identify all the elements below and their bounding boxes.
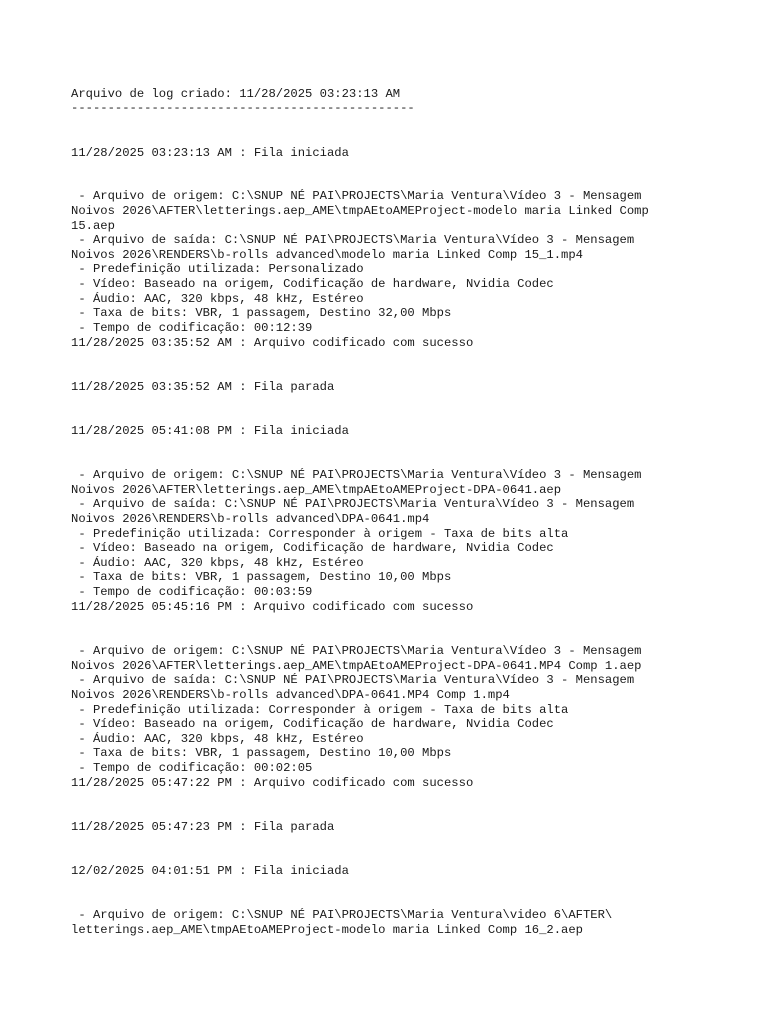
log-line: - Áudio: AAC, 320 kbps, 48 kHz, Estéreo	[71, 292, 364, 306]
log-line: - Arquivo de saída: C:\SNUP NÉ PAI\PROJECTS\Maria Ventura\Vídeo 3 - Mensagem	[71, 233, 635, 247]
log-line: - Vídeo: Baseado na origem, Codificação de hardware, Nvidia Codec	[71, 277, 554, 291]
log-line: Noivos 2026\AFTER\letterings.aep_AME\tmpAEtoAMEProject-modelo maria Linked Comp	[71, 204, 649, 218]
log-line: 11/28/2025 05:47:23 PM : Fila parada	[71, 820, 335, 834]
log-line: - Taxa de bits: VBR, 1 passagem, Destino 10,00 Mbps	[71, 746, 452, 760]
log-line: - Vídeo: Baseado na origem, Codificação de hardware, Nvidia Codec	[71, 541, 554, 555]
log-line: 15.aep	[71, 219, 115, 233]
log-line: Noivos 2026\RENDERS\b-rolls advanced\DPA-0641.mp4	[71, 512, 430, 526]
log-header: Arquivo de log criado: 11/28/2025 03:23:13 AM	[71, 87, 401, 101]
log-line: - Predefinição utilizada: Corresponder à origem - Taxa de bits alta	[71, 703, 569, 717]
log-line: - Taxa de bits: VBR, 1 passagem, Destino 10,00 Mbps	[71, 570, 452, 584]
log-line: - Tempo de codificação: 00:12:39	[71, 321, 313, 335]
log-line: - Predefinição utilizada: Personalizado	[71, 262, 364, 276]
log-line: - Arquivo de origem: C:\SNUP NÉ PAI\PROJECTS\Maria Ventura\video 6\AFTER\	[71, 908, 613, 922]
log-line: - Taxa de bits: VBR, 1 passagem, Destino 32,00 Mbps	[71, 306, 452, 320]
log-line: - Tempo de codificação: 00:03:59	[71, 585, 313, 599]
log-line: - Arquivo de saída: C:\SNUP NÉ PAI\PROJECTS\Maria Ventura\Vídeo 3 - Mensagem	[71, 497, 635, 511]
log-line: Noivos 2026\RENDERS\b-rolls advanced\modelo maria Linked Comp 15_1.mp4	[71, 248, 583, 262]
log-line: 12/02/2025 04:01:51 PM : Fila iniciada	[71, 864, 349, 878]
log-line: Noivos 2026\AFTER\letterings.aep_AME\tmpAEtoAMEProject-DPA-0641.MP4 Comp 1.aep	[71, 659, 642, 673]
log-line: - Arquivo de origem: C:\SNUP NÉ PAI\PROJECTS\Maria Ventura\Vídeo 3 - Mensagem	[71, 644, 642, 658]
log-line: 11/28/2025 03:35:52 AM : Arquivo codificado com sucesso	[71, 336, 474, 350]
log-line: - Arquivo de origem: C:\SNUP NÉ PAI\PROJECTS\Maria Ventura\Vídeo 3 - Mensagem	[71, 189, 642, 203]
log-line: - Arquivo de origem: C:\SNUP NÉ PAI\PROJECTS\Maria Ventura\Vídeo 3 - Mensagem	[71, 468, 642, 482]
log-line: - Áudio: AAC, 320 kbps, 48 kHz, Estéreo	[71, 556, 364, 570]
log-line: - Arquivo de saída: C:\SNUP NÉ PAI\PROJECTS\Maria Ventura\Vídeo 3 - Mensagem	[71, 673, 635, 687]
log-line: - Vídeo: Baseado na origem, Codificação de hardware, Nvidia Codec	[71, 717, 554, 731]
log-line: - Tempo de codificação: 00:02:05	[71, 761, 313, 775]
log-line: letterings.aep_AME\tmpAEtoAMEProject-modelo maria Linked Comp 16_2.aep	[71, 923, 583, 937]
log-line: Noivos 2026\AFTER\letterings.aep_AME\tmpAEtoAMEProject-DPA-0641.aep	[71, 483, 562, 497]
log-line: - Predefinição utilizada: Corresponder à origem - Taxa de bits alta	[71, 527, 569, 541]
log-line: 11/28/2025 03:23:13 AM : Fila iniciada	[71, 146, 349, 160]
log-line: 11/28/2025 03:35:52 AM : Fila parada	[71, 380, 335, 394]
log-separator: -----------------------------------------------	[71, 101, 415, 115]
log-line: 11/28/2025 05:41:08 PM : Fila iniciada	[71, 424, 349, 438]
log-line: - Áudio: AAC, 320 kbps, 48 kHz, Estéreo	[71, 732, 364, 746]
log-line: 11/28/2025 05:47:22 PM : Arquivo codificado com sucesso	[71, 776, 474, 790]
log-line: Noivos 2026\RENDERS\b-rolls advanced\DPA-0641.MP4 Comp 1.mp4	[71, 688, 510, 702]
log-line: 11/28/2025 05:45:16 PM : Arquivo codificado com sucesso	[71, 600, 474, 614]
